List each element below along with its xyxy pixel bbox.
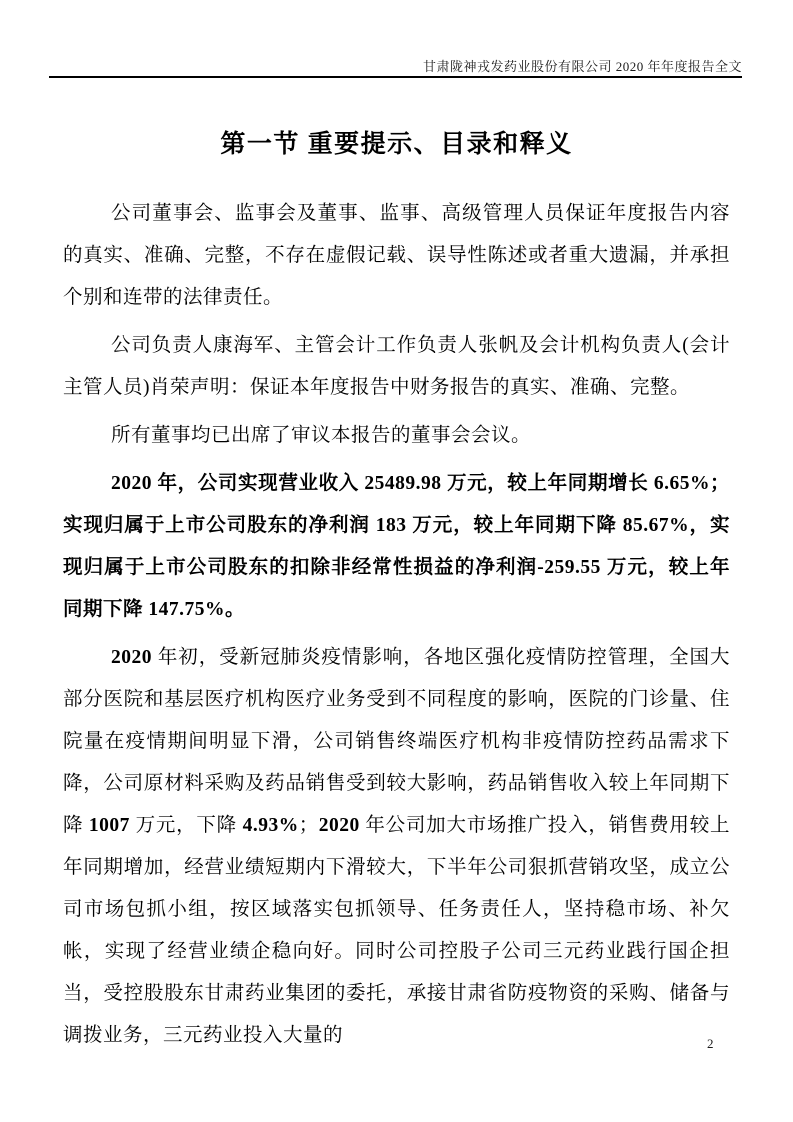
paragraph-directors-attendance: 所有董事均已出席了审议本报告的董事会会议。 <box>111 425 532 446</box>
text-run: ； <box>298 815 319 836</box>
page-number: 2 <box>707 1036 714 1051</box>
paragraph-financial-results: 2020 年，公司实现营业收入 25489.98 万元，较上年同期增长 6.65%；实现归属于上市公司股东的净利润 183 万元，较上年同期下降 85.67%，实现归属于上市公司股东的扣除非经常性损益的净利润-259.55 万元，较上年同期下降 147.75%。 <box>63 473 730 620</box>
text-run: 4.93% <box>242 815 299 836</box>
text-run: 年公司加大市场推广投入，销售费用较上年同期增加，经营业绩短期内下滑较大，下半年公司狠抓营销攻坚，成立公司市场包抓小组，按区域落实包抓领导、任务责任人，坚持稳市场、补欠帐，实现了经营业绩企稳向好。同时公司控股子公司三元药业践行国企担当，受控股股东甘肃药业集团的委托，承接甘肃省防疫物资的采购、储备与调拨业务，三元药业投入大量的 <box>63 815 730 1046</box>
header-rule-divider <box>49 76 742 78</box>
text-run: 2020 <box>111 647 152 668</box>
text-run: 2020 <box>318 815 360 836</box>
document-body <box>63 193 730 1063</box>
text-run: 1007 <box>88 815 130 836</box>
paragraph-covid-impact <box>63 637 730 1057</box>
paragraph-board-guarantee: 公司董事会、监事会及董事、监事、高级管理人员保证年度报告内容的真实、准确、完整，不存在虚假记载、误导性陈述或者重大遗漏，并承担个别和连带的法律责任。 <box>63 203 730 308</box>
text-run: 年初，受新冠肺炎疫情影响，各地区强化疫情防控管理，全国大部分医院和基层医疗机构医疗业务受到不同程度的影响，医院的门诊量、住院量在疫情期间明显下滑，公司销售终端医疗机构非疫情防控药品需求下降，公司原材料采购及药品销售受到较大影响，药品销售收入较上年同期下降 <box>63 647 730 836</box>
text-run: 万元，下降 <box>129 815 243 836</box>
paragraph-responsible-persons: 公司负责人康海军、主管会计工作负责人张帆及会计机构负责人(会计主管人员)肖荣声明：保证本年度报告中财务报告的真实、准确、完整。 <box>63 335 730 398</box>
section-title: 第一节 重要提示、目录和释义 <box>220 131 573 158</box>
running-header: 甘肃陇神戎发药业股份有限公司 2020 年年度报告全文 <box>422 59 742 74</box>
